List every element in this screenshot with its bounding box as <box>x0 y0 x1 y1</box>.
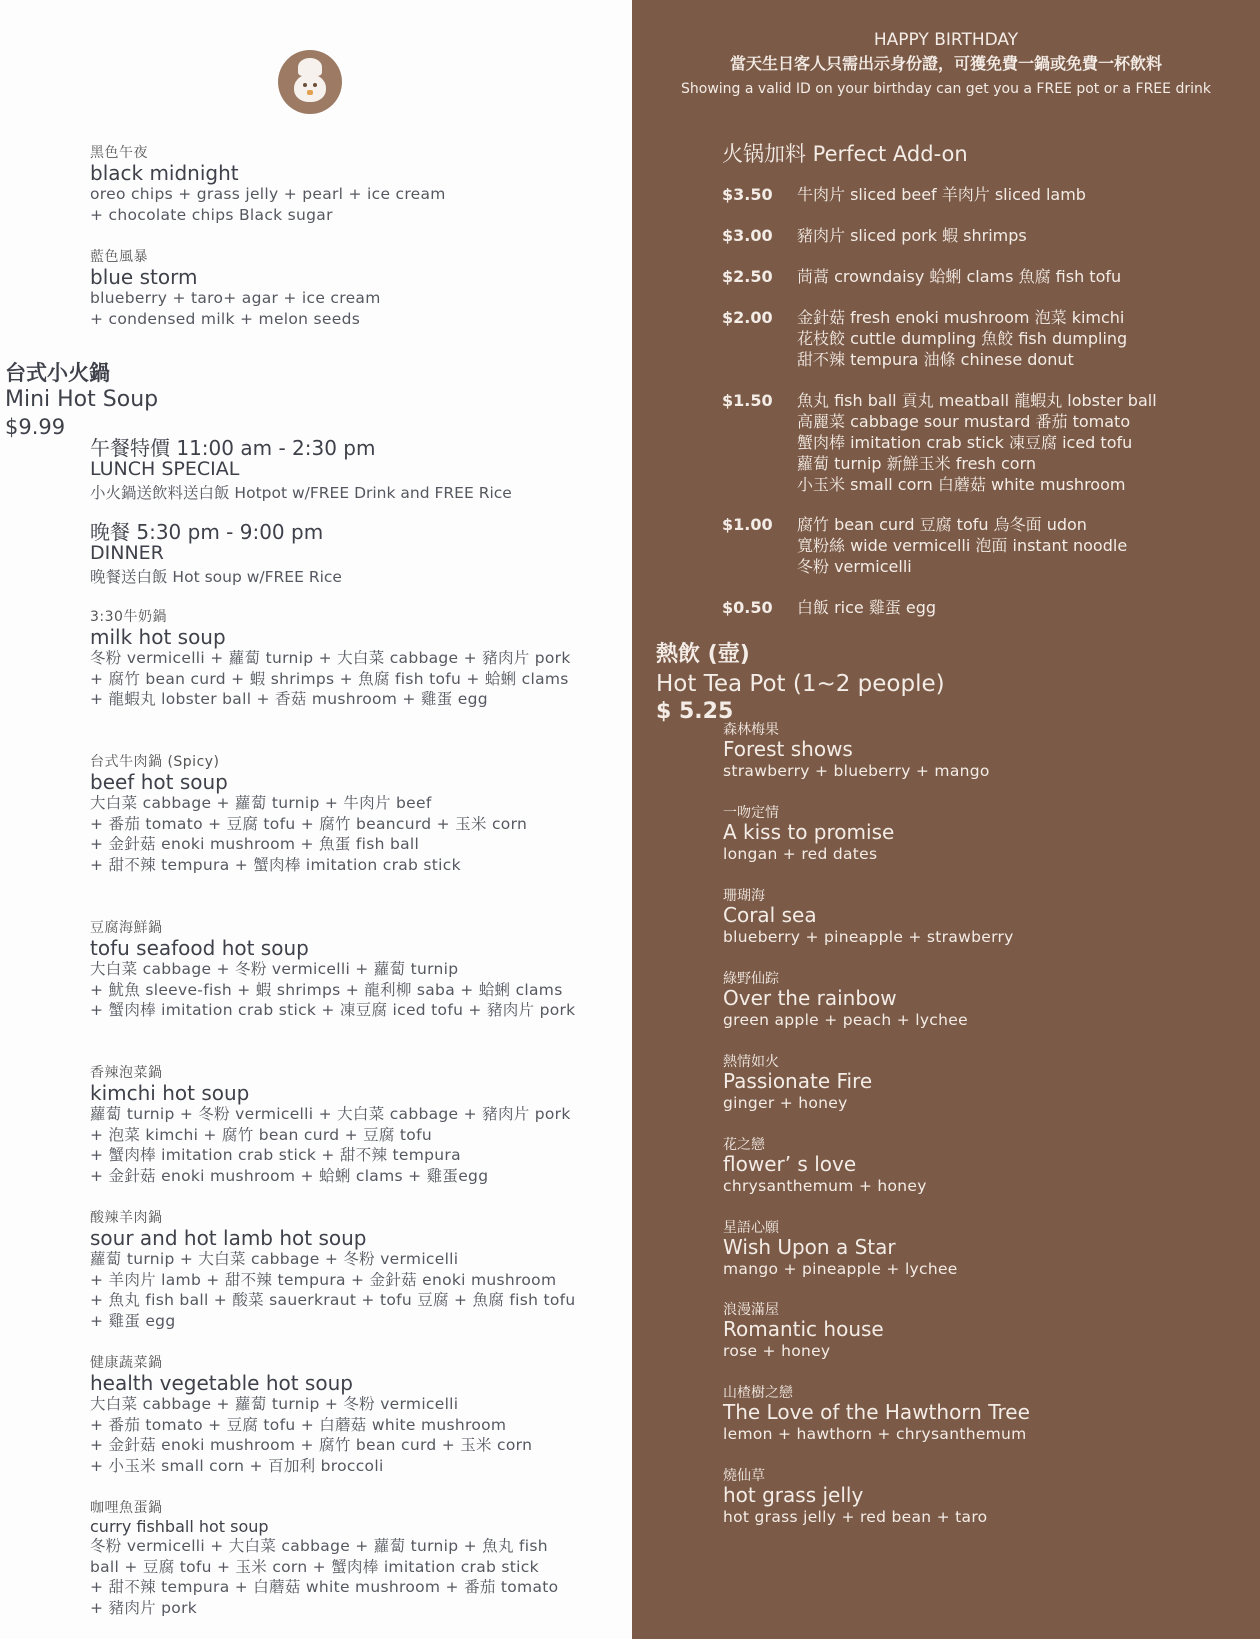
addon-items <box>797 390 1237 495</box>
soup-desc-line: + 泡菜 kimchi + 腐竹 bean curd + 豆腐 tofu <box>90 1125 432 1144</box>
birthday-zh-note: 當天生日客人只需出示身份證，可獲免費一鍋或免費一杯飲料 <box>729 54 1162 73</box>
addon-items <box>797 597 1237 618</box>
mini-hot-soup-price: $9.99 <box>5 415 66 439</box>
addon-item-line: 腐竹 bean curd 豆腐 tofu 烏冬面 udon <box>797 515 1087 534</box>
hot-tea-price: $ 5.25 <box>656 699 734 724</box>
dessert-zh-name: 黑色午夜 <box>90 145 148 161</box>
addon-item-line: 甜不辣 tempura 油條 chinese donut <box>797 350 1074 369</box>
soup-desc-line: + 金針菇 enoki mushroom + 腐竹 bean curd + 玉米 corn <box>90 1436 533 1454</box>
tea-desc: lemon + hawthorn + chrysanthemum <box>723 1425 1027 1443</box>
soup-desc-line: + 金針菇 enoki mushroom + 魚蛋 fish ball <box>90 835 420 853</box>
soup-desc-line: + 豬肉片 pork <box>90 1598 198 1617</box>
addon-items <box>797 184 1237 205</box>
tea-en-name: Coral sea <box>723 903 817 927</box>
addon-item-line: 白飯 rice 雞蛋 egg <box>797 598 937 617</box>
tea-zh-name: 燒仙草 <box>723 1468 765 1484</box>
soup-en-name: curry fishball hot soup <box>90 1517 269 1536</box>
tea-desc: green apple + peach + lychee <box>723 1011 968 1029</box>
mini-hot-soup-en: Mini Hot Soup <box>5 387 159 412</box>
tea-item <box>723 888 1243 947</box>
soup-desc-line: + 蟹肉棒 imitation crab stick + 凍豆腐 iced tofu + 豬肉片 pork <box>90 1001 576 1019</box>
soup-desc-line: + 小玉米 small corn + 百加利 broccoli <box>90 1456 384 1475</box>
dessert-item <box>90 145 630 225</box>
addon-items <box>797 225 1237 246</box>
addon-price: $2.50 <box>722 267 773 286</box>
soup-desc-line: 冬粉 vermicelli + 蘿蔔 turnip + 大白菜 cabbage + 豬肉片 pork <box>90 649 571 667</box>
dessert-item <box>90 249 630 329</box>
tea-zh-name: 星語心願 <box>723 1220 779 1236</box>
soup-desc-line: + 番茄 tomato + 豆腐 tofu + 白蘑菇 white mushroom <box>90 1415 507 1434</box>
soup-desc-line: 大白菜 cabbage + 蘿蔔 turnip + 冬粉 vermicelli <box>90 1395 459 1413</box>
soup-desc-line: + 雞蛋 egg <box>90 1311 176 1330</box>
dessert-en-name: blue storm <box>90 265 198 289</box>
soup-desc-line: + 龍蝦丸 lobster ball + 香菇 mushroom + 雞蛋 egg <box>90 690 488 708</box>
dinner-label: DINNER <box>90 542 164 564</box>
tea-item <box>723 722 1243 781</box>
birthday-en-note: Showing a valid ID on your birthday can get you a FREE pot or a FREE drink <box>681 81 1211 97</box>
addon-items <box>797 514 1237 577</box>
right-menu-panel <box>632 0 1260 1639</box>
addon-items <box>797 266 1237 287</box>
mini-hot-soup-zh: 台式小火鍋 <box>5 361 110 385</box>
addon-item-line: 蘿蔔 turnip 新鮮玉米 fresh corn <box>797 454 1037 473</box>
addon-price: $2.00 <box>722 308 773 327</box>
soup-en-name: health vegetable hot soup <box>90 1371 353 1395</box>
tea-zh-name: 熱情如火 <box>723 1054 779 1070</box>
soup-desc-line: 大白菜 cabbage + 冬粉 vermicelli + 蘿蔔 turnip <box>90 960 459 978</box>
soup-en-name: milk hot soup <box>90 625 226 649</box>
dinner-note: 晚餐送白飯 Hot soup w/FREE Rice <box>90 568 342 586</box>
addon-item-line: 牛肉片 sliced beef 羊肉片 sliced lamb <box>797 185 1086 204</box>
tea-desc: mango + pineapple + lychee <box>723 1260 958 1278</box>
tea-desc: ginger + honey <box>723 1094 848 1112</box>
addon-item-line: 豬肉片 sliced pork 蝦 shrimps <box>797 226 1027 245</box>
soup-zh-name: 台式牛肉鍋 (Spicy) <box>90 754 220 770</box>
lunch-label: LUNCH SPECIAL <box>90 458 240 480</box>
dinner-block <box>90 521 342 588</box>
tea-en-name: hot grass jelly <box>723 1483 864 1507</box>
tea-en-name: Wish Upon a Star <box>723 1235 896 1259</box>
tea-zh-name: 珊瑚海 <box>723 888 765 904</box>
tea-en-name: Forest shows <box>723 737 853 761</box>
soup-en-name: kimchi hot soup <box>90 1081 250 1105</box>
mini-hot-soup-heading <box>5 360 158 440</box>
soup-en-name: tofu seafood hot soup <box>90 936 309 960</box>
tea-zh-name: 花之戀 <box>723 1137 765 1153</box>
addon-price: $1.50 <box>722 391 773 410</box>
dessert-desc-line: + condensed milk + melon seeds <box>90 309 361 328</box>
soup-en-name: beef hot soup <box>90 770 228 794</box>
tea-item <box>723 971 1243 1030</box>
soup-zh-name: 豆腐海鮮鍋 <box>90 920 163 936</box>
dessert-zh-name: 藍色風暴 <box>90 249 148 265</box>
tea-en-name: Passionate Fire <box>723 1069 873 1093</box>
tea-desc: rose + honey <box>723 1342 831 1360</box>
addon-item-line: 花枝餃 cuttle dumpling 魚餃 fish dumpling <box>797 329 1128 348</box>
soup-desc-line: 大白菜 cabbage + 蘿蔔 turnip + 牛肉片 beef <box>90 794 432 812</box>
soup-desc-line: + 甜不辣 tempura + 蟹肉棒 imitation crab stick <box>90 855 461 874</box>
tea-desc: strawberry + blueberry + mango <box>723 762 990 780</box>
addon-price: $0.50 <box>722 598 773 617</box>
addon-item-line: 寬粉絲 wide vermicelli 泡面 instant noodle <box>797 536 1128 555</box>
addon-item-line: 魚丸 fish ball 貢丸 meatball 龍蝦丸 lobster ball <box>797 391 1157 410</box>
tea-item <box>723 805 1243 864</box>
dessert-desc-line: oreo chips + grass jelly + pearl + ice cream <box>90 185 446 203</box>
soup-zh-name: 香辣泡菜鍋 <box>90 1065 163 1081</box>
hot-tea-zh: 熱飲 (壺) <box>656 642 750 667</box>
addon-item-line: 高麗菜 cabbage sour mustard 番茄 tomato <box>797 412 1131 431</box>
soup-desc-line: + 金針菇 enoki mushroom + 蛤蜊 clams + 雞蛋egg <box>90 1166 489 1185</box>
dinner-time: 晚餐 5:30 pm - 9:00 pm <box>90 520 324 544</box>
addon-item-line: 蟹肉棒 imitation crab stick 凍豆腐 iced tofu <box>797 433 1133 452</box>
soup-zh-name: 酸辣羊肉鍋 <box>90 1210 163 1226</box>
lunch-time: 午餐特價 11:00 am - 2:30 pm <box>90 436 376 460</box>
tea-en-name: Romantic house <box>723 1317 884 1341</box>
tea-item <box>723 1137 1243 1196</box>
addon-price: $1.00 <box>722 515 773 534</box>
tea-zh-name: 山楂樹之戀 <box>723 1385 793 1401</box>
addon-price: $3.00 <box>722 226 773 245</box>
soup-desc-line: + 番茄 tomato + 豆腐 tofu + 腐竹 beancurd + 玉米 corn <box>90 814 528 833</box>
addon-items <box>797 307 1237 370</box>
tea-item <box>723 1468 1243 1527</box>
soup-zh-name: 咖哩魚蛋鍋 <box>90 1500 163 1516</box>
addon-item-line: 小玉米 small corn 白蘑菇 white mushroom <box>797 475 1126 494</box>
soup-desc-line: 冬粉 vermicelli + 大白菜 cabbage + 蘿蔔 turnip + 魚丸 fish <box>90 1537 548 1555</box>
tea-zh-name: 森林梅果 <box>723 722 779 738</box>
tea-desc: hot grass jelly + red bean + taro <box>723 1508 988 1526</box>
soup-desc-line: + 羊肉片 lamb + 甜不辣 tempura + 金針菇 enoki mushroom <box>90 1270 557 1289</box>
soup-zh-name: 3:30牛奶鍋 <box>90 609 167 625</box>
tea-desc: chrysanthemum + honey <box>723 1177 927 1195</box>
soup-item <box>90 1355 630 1476</box>
lunch-special-block <box>90 437 512 504</box>
soup-desc-line: + 魚丸 fish ball + 酸菜 sauerkraut + tofu 豆腐 + 魚腐 fish tofu <box>90 1291 576 1309</box>
tea-en-name: flower’ s love <box>723 1152 857 1176</box>
dessert-desc-line: blueberry + taro+ agar + ice cream <box>90 289 381 307</box>
tea-desc: longan + red dates <box>723 845 878 863</box>
tea-item <box>723 1054 1243 1113</box>
soup-item <box>90 1500 630 1618</box>
tea-zh-name: 浪漫滿屋 <box>723 1302 779 1318</box>
dessert-desc-line: + chocolate chips Black sugar <box>90 205 333 224</box>
dessert-en-name: black midnight <box>90 161 239 185</box>
addon-item-line: 茼蒿 crowndaisy 蛤蜊 clams 魚腐 fish tofu <box>797 267 1122 286</box>
tea-en-name: Over the rainbow <box>723 986 897 1010</box>
soup-desc-line: 蘿蔔 turnip + 冬粉 vermicelli + 大白菜 cabbage + 豬肉片 pork <box>90 1105 571 1123</box>
soup-desc-line: ball + 豆腐 tofu + 玉米 corn + 蟹肉棒 imitation crab stick <box>90 1557 539 1576</box>
tea-desc: blueberry + pineapple + strawberry <box>723 928 1014 946</box>
soup-desc-line: 蘿蔔 turnip + 大白菜 cabbage + 冬粉 vermicelli <box>90 1250 459 1268</box>
addons-title: 火锅加料 Perfect Add-on <box>722 142 968 166</box>
soup-item <box>90 920 630 1021</box>
soup-item <box>90 1210 630 1331</box>
hot-tea-heading <box>656 640 945 726</box>
addon-price: $3.50 <box>722 185 773 204</box>
tea-item <box>723 1302 1243 1361</box>
chef-chick-logo-icon <box>278 50 342 114</box>
tea-en-name: The Love of the Hawthorn Tree <box>723 1400 1030 1424</box>
lunch-note: 小火鍋送飲料送白飯 Hotpot w/FREE Drink and FREE Rice <box>90 484 512 502</box>
soup-desc-line: + 甜不辣 tempura + 白蘑菇 white mushroom + 番茄 tomato <box>90 1578 559 1596</box>
soup-zh-name: 健康蔬菜鍋 <box>90 1355 163 1371</box>
soup-item <box>90 754 630 875</box>
tea-zh-name: 一吻定情 <box>723 805 779 821</box>
soup-desc-line: + 魷魚 sleeve-fish + 蝦 shrimps + 龍利柳 saba + 蛤蜊 clams <box>90 980 563 999</box>
hot-tea-en: Hot Tea Pot (1~2 people) <box>656 671 945 697</box>
soup-item <box>90 1065 630 1186</box>
addon-item-line: 冬粉 vermicelli <box>797 557 912 576</box>
tea-item <box>723 1385 1243 1444</box>
soup-desc-line: + 腐竹 bean curd + 蝦 shrimps + 魚腐 fish tofu + 蛤蜊 clams <box>90 669 569 688</box>
tea-en-name: A kiss to promise <box>723 820 895 844</box>
tea-item <box>723 1220 1243 1279</box>
addon-item-line: 金針菇 fresh enoki mushroom 泡菜 kimchi <box>797 308 1125 327</box>
soup-en-name: sour and hot lamb hot soup <box>90 1226 367 1250</box>
birthday-title: HAPPY BIRTHDAY <box>873 30 1019 50</box>
soup-item <box>90 609 630 710</box>
soup-desc-line: + 蟹肉棒 imitation crab stick + 甜不辣 tempura <box>90 1146 461 1164</box>
tea-zh-name: 綠野仙踪 <box>723 971 779 987</box>
